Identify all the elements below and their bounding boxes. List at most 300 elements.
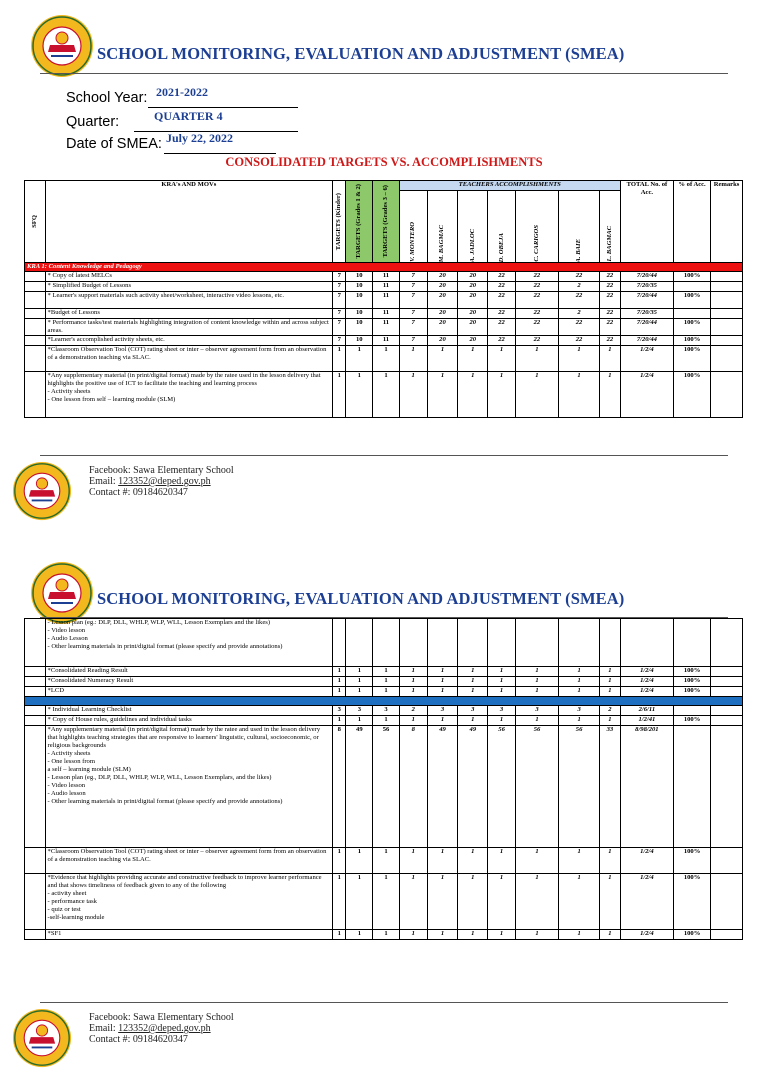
- accomplishment-cell: 22: [515, 272, 558, 282]
- table-row: [25, 309, 743, 319]
- accomplishment-cell: 1: [458, 667, 488, 677]
- target-cell: 10: [346, 336, 373, 346]
- mov-cell: *LCD: [45, 687, 333, 697]
- accomplishment-cell: 1: [488, 874, 516, 930]
- table-row: [25, 372, 743, 418]
- accomplishment-cell: 1: [515, 716, 558, 726]
- total-cell: 1/2/4: [620, 346, 673, 372]
- accomplishment-cell: 1: [559, 848, 600, 874]
- target-cell: 1: [373, 848, 400, 874]
- accomplishment-cell: 3: [427, 706, 458, 716]
- teacher-name-header: C. CARIGOS: [515, 191, 558, 263]
- accomplishment-cell: 1: [399, 677, 427, 687]
- target-cell: 56: [373, 726, 400, 848]
- target-cell: 1: [373, 930, 400, 940]
- remarks-cell: [711, 619, 743, 667]
- teacher-name-header: M. BAGMAC: [427, 191, 458, 263]
- total-cell: 1/2/4: [620, 667, 673, 677]
- accomplishment-cell: 22: [488, 309, 516, 319]
- sfq-cell: [25, 726, 46, 848]
- school-seal-logo: [12, 461, 72, 521]
- accomplishment-cell: 1: [399, 716, 427, 726]
- accomplishment-cell: 1: [399, 930, 427, 940]
- percent-cell: [674, 309, 711, 319]
- target-cell: 1: [333, 346, 346, 372]
- target-cell: 10: [346, 282, 373, 292]
- table-row: [25, 619, 743, 667]
- sfq-cell: [25, 874, 46, 930]
- accomplishment-cell: 20: [427, 319, 458, 336]
- percent-cell: [674, 706, 711, 716]
- sfq-cell: [25, 930, 46, 940]
- percent-cell: 100%: [674, 336, 711, 346]
- sfq-cell: [25, 619, 46, 667]
- target-cell: 1: [373, 677, 400, 687]
- total-cell: 7/20/44: [620, 272, 673, 282]
- target-cell: 7: [333, 272, 346, 282]
- target-cell: 11: [373, 272, 400, 282]
- targets-grades-1-2-header: TARGETS (Grades 1 & 2): [346, 181, 373, 263]
- table-row: [25, 706, 743, 716]
- sfq-cell: [25, 848, 46, 874]
- percent-cell: 100%: [674, 716, 711, 726]
- accomplishment-cell: 22: [558, 336, 599, 346]
- target-cell: 1: [346, 874, 373, 930]
- accomplishment-cell: 56: [488, 726, 516, 848]
- remarks-cell: [711, 706, 743, 716]
- target-cell: 1: [333, 372, 346, 418]
- target-cell: 7: [333, 309, 346, 319]
- percent-cell: 100%: [674, 930, 711, 940]
- accomplishment-cell: 1: [427, 687, 458, 697]
- remarks-cell: [711, 716, 743, 726]
- email-link[interactable]: 123352@deped.gov.ph: [118, 1023, 211, 1034]
- remarks-cell: [711, 272, 743, 282]
- accomplishment-cell: 1: [458, 687, 488, 697]
- total-cell: 7/20/44: [620, 292, 673, 309]
- target-cell: 3: [333, 706, 346, 716]
- accomplishment-cell: 22: [515, 282, 558, 292]
- mov-cell: * Individual Learning Checklist: [45, 706, 333, 716]
- mov-cell: * Learner's support materials such activity sheet/worksheet, interactive video lessons, etc.: [45, 292, 333, 309]
- accomplishment-cell: 1: [399, 848, 427, 874]
- mov-cell: *Classroom Observation Tool (COT) rating sheet or inter – observer agreement form from an observation of a demonstration teaching via SLAC.: [45, 848, 333, 874]
- email-link[interactable]: 123352@deped.gov.ph: [118, 476, 211, 487]
- target-cell: 1: [346, 848, 373, 874]
- accomplishment-cell: 1: [515, 687, 558, 697]
- accomplishment-cell: 1: [427, 874, 458, 930]
- accomplishment-cell: 1: [458, 346, 488, 372]
- table-row: [25, 282, 743, 292]
- target-cell: 11: [373, 309, 400, 319]
- target-cell: 1: [373, 716, 400, 726]
- section-bar: [25, 697, 743, 706]
- total-cell: 7/20/44: [620, 336, 673, 346]
- target-cell: 1: [333, 687, 346, 697]
- target-cell: 3: [346, 706, 373, 716]
- table-row: [25, 726, 743, 848]
- percent-cell: 100%: [674, 677, 711, 687]
- table-row: [25, 272, 743, 282]
- accomplishment-cell: 1: [515, 930, 558, 940]
- accomplishment-cell: 1: [458, 874, 488, 930]
- table-row: [25, 319, 743, 336]
- accomplishment-cell: 49: [458, 726, 488, 848]
- mov-cell: *Consolidated Reading Result: [45, 667, 333, 677]
- accomplishment-cell: 1: [559, 716, 600, 726]
- accomplishment-cell: 1: [458, 716, 488, 726]
- accomplishment-cell: 1: [600, 677, 621, 687]
- page-two: [0, 555, 768, 1045]
- target-cell: 11: [373, 336, 400, 346]
- quarter-row: [66, 109, 223, 130]
- sfq-cell: [25, 346, 46, 372]
- target-cell: 1: [333, 874, 346, 930]
- accomplishment-cell: 33: [600, 726, 621, 848]
- accomplishment-cell: 1: [458, 372, 488, 418]
- document-title: SCHOOL MONITORING, EVALUATION AND ADJUSTMENT (SMEA): [97, 44, 625, 63]
- accomplishment-cell: 1: [515, 372, 558, 418]
- mov-cell: * Copy of latest MELCs: [45, 272, 333, 282]
- mov-cell: *Classroom Observation Tool (COT) rating sheet or inter – observer agreement form from an observation of a demonstration teaching via SLAC.: [45, 346, 333, 372]
- accomplishment-cell: 1: [515, 346, 558, 372]
- total-cell: 7/20/35: [620, 282, 673, 292]
- sfq-cell: [25, 292, 46, 309]
- mov-cell: *SF1: [45, 930, 333, 940]
- total-cell: 1/2/41: [620, 716, 673, 726]
- accomplishment-cell: 1: [515, 848, 558, 874]
- accomplishment-cell: 22: [515, 319, 558, 336]
- target-cell: 1: [346, 677, 373, 687]
- accomplishment-cell: 1: [558, 372, 599, 418]
- accomplishment-cell: 22: [488, 282, 516, 292]
- table-row: [25, 930, 743, 940]
- mov-cell: *Any supplementary material (in print/digital format) made by the ratee used in the lesson delivery that highlights the positive use of ICT to facilitate the teaching and learning process - Activity sheets - One lesson from self – learning module (SLM): [45, 372, 333, 418]
- table-row: [25, 292, 743, 309]
- table-row: [25, 677, 743, 687]
- mov-cell: *Learner's accomplished activity sheets, etc.: [45, 336, 333, 346]
- accomplishment-cell: 20: [458, 336, 488, 346]
- table-row: [25, 716, 743, 726]
- table-row: [25, 346, 743, 372]
- accomplishment-cell: [515, 619, 558, 667]
- target-cell: 1: [333, 848, 346, 874]
- accomplishment-cell: 1: [559, 874, 600, 930]
- percent-cell: 100%: [674, 874, 711, 930]
- total-cell: 8/98/201: [620, 726, 673, 848]
- target-cell: 1: [333, 930, 346, 940]
- sfq-cell: [25, 336, 46, 346]
- accomplishment-cell: 22: [600, 282, 621, 292]
- accomplishment-cell: 22: [515, 292, 558, 309]
- school-seal-logo: [12, 1008, 72, 1068]
- accomplishment-cell: 2: [558, 309, 599, 319]
- accomplishment-cell: 1: [600, 848, 621, 874]
- accomplishment-cell: 3: [488, 706, 516, 716]
- accomplishment-cell: 20: [427, 292, 458, 309]
- accomplishment-cell: 1: [399, 874, 427, 930]
- accomplishment-cell: 22: [515, 336, 558, 346]
- accomplishment-cell: 1: [488, 677, 516, 687]
- page-one: [0, 0, 768, 525]
- table-row: [25, 848, 743, 874]
- accomplishment-cell: 1: [600, 716, 621, 726]
- teacher-name-header: D. OBEJA: [488, 191, 516, 263]
- sfq-cell: [25, 677, 46, 687]
- total-cell: 2/6/11: [620, 706, 673, 716]
- email-label: Email:: [89, 1023, 116, 1034]
- percent-cell: 100%: [674, 667, 711, 677]
- table-row: [25, 667, 743, 677]
- contact-number: Contact #: 09184620347: [89, 1034, 188, 1045]
- teacher-name-header: A. BAIE: [558, 191, 599, 263]
- accomplishment-cell: 22: [488, 336, 516, 346]
- remarks-cell: [711, 372, 743, 418]
- accomplishment-cell: 22: [515, 309, 558, 319]
- teacher-name-header: A. JADLOC: [458, 191, 488, 263]
- target-cell: 7: [333, 336, 346, 346]
- target-cell: 10: [346, 309, 373, 319]
- target-cell: 1: [346, 930, 373, 940]
- accomplishment-table-page2: [24, 618, 743, 940]
- percent-cell: [674, 619, 711, 667]
- remarks-cell: [711, 848, 743, 874]
- target-cell: 8: [333, 726, 346, 848]
- accomplishment-cell: 1: [488, 716, 516, 726]
- accomplishment-cell: 1: [399, 372, 427, 418]
- accomplishment-cell: 1: [399, 687, 427, 697]
- accomplishment-cell: 1: [427, 930, 458, 940]
- accomplishment-cell: 20: [458, 319, 488, 336]
- remarks-cell: [711, 336, 743, 346]
- accomplishment-cell: 1: [427, 848, 458, 874]
- table-row: [25, 336, 743, 346]
- accomplishment-cell: 3: [515, 706, 558, 716]
- target-cell: 10: [346, 272, 373, 282]
- total-cell: 1/2/4: [620, 687, 673, 697]
- percent-cell: 100%: [674, 372, 711, 418]
- kra-header: KRA's AND MOVs: [45, 181, 333, 263]
- target-cell: 7: [333, 319, 346, 336]
- accomplishment-cell: 22: [600, 336, 621, 346]
- accomplishment-cell: [427, 619, 458, 667]
- percent-cell: 100%: [674, 848, 711, 874]
- mov-cell: * Copy of House rules, guidelines and individual tasks: [45, 716, 333, 726]
- target-cell: 1: [346, 687, 373, 697]
- accomplishment-cell: 1: [515, 677, 558, 687]
- accomplishment-cell: 1: [458, 930, 488, 940]
- contact-info: [89, 465, 234, 498]
- accomplishment-cell: 1: [600, 346, 621, 372]
- accomplishment-cell: 20: [458, 272, 488, 282]
- date-label: Date of SMEA:: [66, 136, 162, 152]
- accomplishment-cell: 7: [399, 272, 427, 282]
- accomplishment-cell: 1: [488, 667, 516, 677]
- sfq-cell: [25, 272, 46, 282]
- target-cell: [373, 619, 400, 667]
- target-cell: 1: [373, 372, 400, 418]
- accomplishment-cell: 1: [559, 687, 600, 697]
- remarks-cell: [711, 874, 743, 930]
- target-cell: 1: [333, 677, 346, 687]
- accomplishment-cell: 22: [488, 272, 516, 282]
- accomplishment-cell: 20: [427, 309, 458, 319]
- mov-cell: *Evidence that highlights providing accurate and constructive feedback to improve learner performance and that shows timeliness of feedback given to any of the following - activity sheet - performance task - quiz or test -self-learning module: [45, 874, 333, 930]
- accomplishment-cell: 22: [558, 272, 599, 282]
- target-cell: 1: [346, 372, 373, 418]
- total-cell: 1/2/4: [620, 930, 673, 940]
- accomplishment-table-page1: [24, 180, 743, 418]
- targets-grades-3-6-header: TARGETS (Grades 3 – 6): [373, 181, 400, 263]
- target-cell: 7: [333, 282, 346, 292]
- accomplishment-cell: 1: [600, 372, 621, 418]
- target-cell: [333, 619, 346, 667]
- accomplishment-cell: 1: [488, 372, 516, 418]
- percent-header: % of Acc.: [674, 181, 711, 263]
- total-cell: 1/2/4: [620, 677, 673, 687]
- accomplishment-cell: 1: [458, 848, 488, 874]
- sfq-cell: [25, 667, 46, 677]
- accomplishment-cell: 1: [427, 667, 458, 677]
- accomplishment-cell: 2: [399, 706, 427, 716]
- target-cell: 7: [333, 292, 346, 309]
- accomplishment-cell: 20: [458, 282, 488, 292]
- percent-cell: 100%: [674, 292, 711, 309]
- facebook-text: Facebook: Sawa Elementary School: [89, 465, 234, 476]
- sfq-cell: [25, 687, 46, 697]
- total-cell: 1/2/4: [620, 848, 673, 874]
- school-seal-logo: [30, 14, 94, 78]
- accomplishment-cell: 1: [600, 667, 621, 677]
- accomplishment-cell: 1: [515, 667, 558, 677]
- accomplishment-cell: 7: [399, 309, 427, 319]
- total-cell: 1/2/4: [620, 372, 673, 418]
- school-year-row: [66, 85, 208, 106]
- target-cell: 1: [346, 716, 373, 726]
- accomplishment-cell: 7: [399, 336, 427, 346]
- percent-cell: 100%: [674, 687, 711, 697]
- accomplishment-cell: 1: [427, 372, 458, 418]
- accomplishment-cell: 1: [559, 677, 600, 687]
- accomplishment-cell: 1: [427, 716, 458, 726]
- table-row: [25, 874, 743, 930]
- contact-info: [89, 1012, 234, 1045]
- consolidated-subtitle: CONSOLIDATED TARGETS VS. ACCOMPLISHMENTS: [225, 155, 543, 169]
- accomplishment-cell: 20: [427, 272, 458, 282]
- accomplishment-cell: 1: [399, 346, 427, 372]
- accomplishment-cell: 20: [458, 309, 488, 319]
- accomplishment-cell: 1: [600, 687, 621, 697]
- accomplishment-cell: 22: [558, 292, 599, 309]
- accomplishment-cell: 2: [558, 282, 599, 292]
- accomplishment-cell: 1: [559, 930, 600, 940]
- accomplishment-cell: 7: [399, 319, 427, 336]
- teachers-accomplishments-header: TEACHERS ACCOMPLISHMENTS: [399, 181, 620, 191]
- sfq-header: SFQ: [25, 181, 46, 263]
- accomplishment-cell: 22: [600, 309, 621, 319]
- target-cell: 10: [346, 319, 373, 336]
- teacher-name-header: L. BAGMAC: [600, 191, 621, 263]
- remarks-cell: [711, 687, 743, 697]
- targets-kinder-header: TARGETS (Kinder): [333, 181, 346, 263]
- accomplishment-cell: 1: [600, 930, 621, 940]
- total-cell: 1/2/4: [620, 874, 673, 930]
- sfq-cell: [25, 319, 46, 336]
- remarks-cell: [711, 319, 743, 336]
- percent-cell: 100%: [674, 319, 711, 336]
- accomplishment-cell: 1: [488, 346, 516, 372]
- percent-cell: 100%: [674, 346, 711, 372]
- target-cell: 11: [373, 292, 400, 309]
- target-cell: 1: [333, 667, 346, 677]
- mov-cell: - Lesson plan (eg.: DLP, DLL, WHLP, WLP, WLL, Lesson Exemplars and the likes) - Video lesson - Audio Lesson - Other learning materials in print/digital format (please specify and provide annotations): [45, 619, 333, 667]
- accomplishment-cell: 2: [600, 706, 621, 716]
- total-cell: [620, 619, 673, 667]
- accomplishment-cell: 1: [515, 874, 558, 930]
- percent-cell: [674, 726, 711, 848]
- accomplishment-cell: 8: [399, 726, 427, 848]
- accomplishment-cell: 3: [559, 706, 600, 716]
- contact-number: Contact #: 09184620347: [89, 487, 188, 498]
- remarks-cell: [711, 930, 743, 940]
- sfq-cell: [25, 282, 46, 292]
- accomplishment-cell: 1: [488, 848, 516, 874]
- date-value: July 22, 2022: [166, 131, 234, 145]
- target-cell: 11: [373, 319, 400, 336]
- quarter-label: Quarter:: [66, 114, 120, 130]
- remarks-cell: [711, 677, 743, 687]
- accomplishment-cell: [488, 619, 516, 667]
- accomplishment-cell: [458, 619, 488, 667]
- total-cell: 7/20/35: [620, 309, 673, 319]
- table-row: [25, 687, 743, 697]
- total-cell: 7/20/44: [620, 319, 673, 336]
- mov-cell: * Simplified Budget of Lessons: [45, 282, 333, 292]
- target-cell: [346, 619, 373, 667]
- target-cell: 1: [373, 687, 400, 697]
- target-cell: 3: [373, 706, 400, 716]
- target-cell: 10: [346, 292, 373, 309]
- target-cell: 49: [346, 726, 373, 848]
- accomplishment-cell: 56: [559, 726, 600, 848]
- school-year-value: 2021-2022: [156, 85, 208, 99]
- remarks-cell: [711, 282, 743, 292]
- mov-cell: *Consolidated Numeracy Result: [45, 677, 333, 687]
- document-title: SCHOOL MONITORING, EVALUATION AND ADJUSTMENT (SMEA): [97, 589, 625, 608]
- target-cell: 1: [346, 667, 373, 677]
- accomplishment-cell: 1: [458, 677, 488, 687]
- target-cell: 1: [333, 716, 346, 726]
- remarks-cell: [711, 726, 743, 848]
- remarks-cell: [711, 309, 743, 319]
- accomplishment-cell: 1: [600, 874, 621, 930]
- percent-cell: [674, 282, 711, 292]
- accomplishment-cell: [559, 619, 600, 667]
- accomplishment-cell: 1: [558, 346, 599, 372]
- kra-1-label: KRA 1: Content Knowledge and Pedagogy: [25, 263, 743, 272]
- remarks-cell: [711, 667, 743, 677]
- accomplishment-cell: 1: [488, 930, 516, 940]
- accomplishment-cell: 1: [488, 687, 516, 697]
- mov-cell: *Budget of Lessons: [45, 309, 333, 319]
- accomplishment-cell: 20: [427, 282, 458, 292]
- teacher-name-header: V. MONTERO: [399, 191, 427, 263]
- accomplishment-cell: 20: [427, 336, 458, 346]
- sfq-cell: [25, 706, 46, 716]
- remarks-cell: [711, 346, 743, 372]
- accomplishment-cell: 22: [558, 319, 599, 336]
- target-cell: 1: [346, 346, 373, 372]
